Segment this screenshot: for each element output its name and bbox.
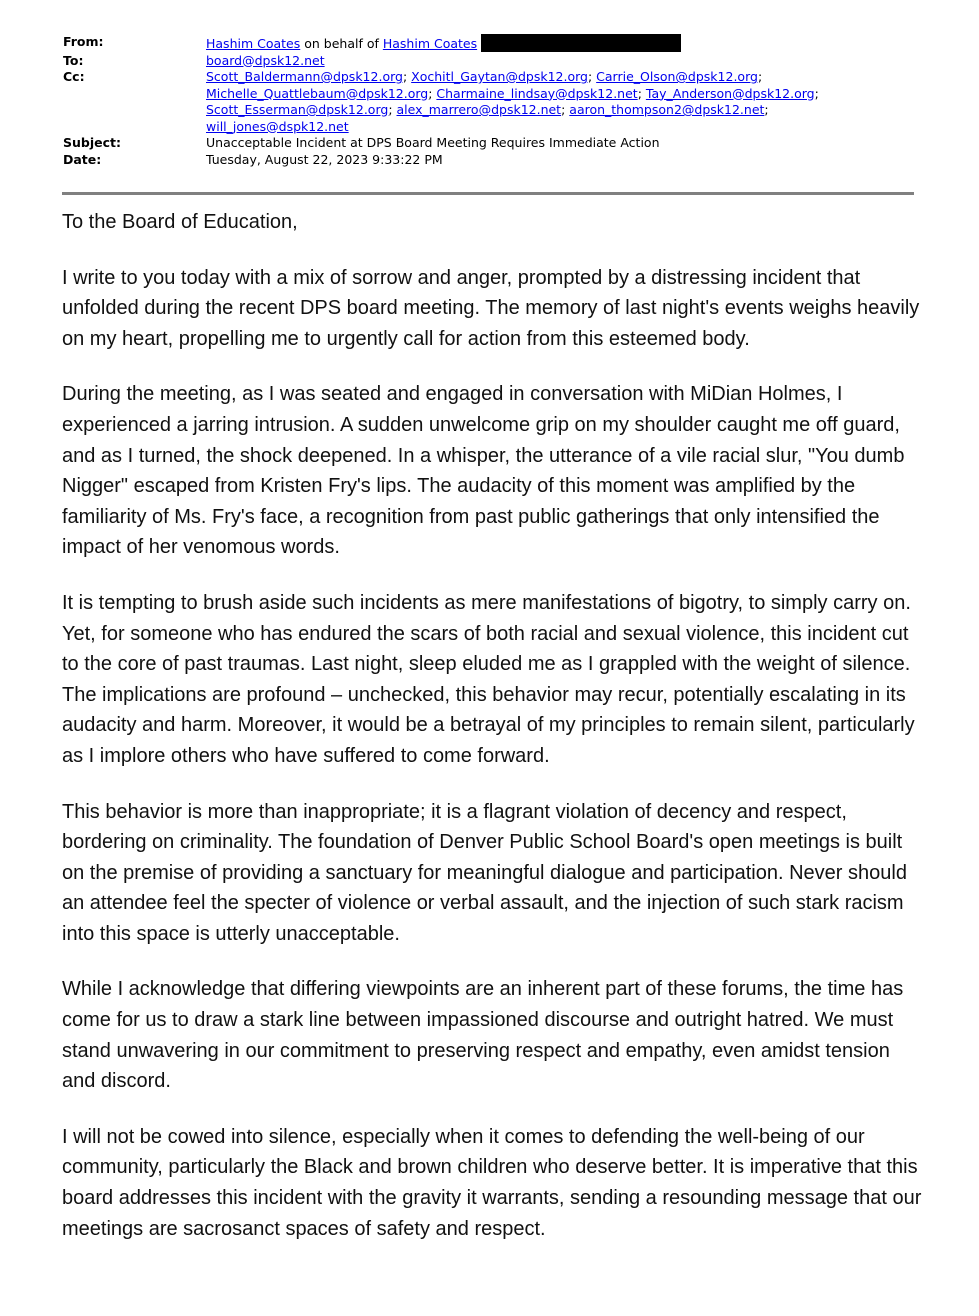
cc-label: Cc: bbox=[63, 69, 85, 84]
cc-row bbox=[63, 69, 915, 135]
body-paragraph: I will not be cowed into silence, especially when it comes to defending the well-being of our community, particularly the Black and brown children who deserve better. It is imperative that this board addresses this incident with the gravity it warrants, sending a resounding message that our meetings are sacrosanct spaces of safety and respect. bbox=[62, 1125, 922, 1240]
cc-link[interactable]: Xochitl_Gaytan@dpsk12.org bbox=[411, 69, 588, 84]
header-divider bbox=[62, 192, 914, 195]
cc-link[interactable]: Scott_Baldermann@dpsk12.org bbox=[206, 69, 403, 84]
cc-link[interactable]: Tay_Anderson@dpsk12.org bbox=[645, 85, 815, 101]
body-paragraph: This behavior is more than inappropriate; it is a flagrant violation of decency and respect, bordering on criminality. The foundation of Denver Public School Board's open meetings is built on the premise of providing a sanctuary for meaningful dialogue and participation. Never should an attendee feel the specter of violence or verbal assault, and the injection of such stark racism into this space is utterly unacceptable. bbox=[62, 800, 907, 945]
email-header bbox=[63, 34, 915, 168]
redaction-box bbox=[481, 34, 681, 52]
from-sender-link[interactable]: Hashim Coates bbox=[206, 36, 301, 51]
email-body bbox=[62, 207, 922, 1269]
to-link[interactable]: board@dpsk12.net bbox=[206, 52, 325, 68]
cc-link[interactable]: will_jones@dspk12.net bbox=[206, 118, 349, 134]
date-label: Date: bbox=[63, 151, 102, 167]
cc-link[interactable]: Charmaine_lindsay@dpsk12.net bbox=[436, 85, 638, 101]
from-label: From: bbox=[63, 34, 104, 49]
cc-link[interactable]: alex_marrero@dpsk12.net bbox=[396, 102, 562, 117]
body-paragraph: It is tempting to brush aside such incidents as mere manifestations of bigotry, to simply carry on. Yet, for someone who has endured the scars of both racial and sexual violence, this incident cut to the core of past traumas. Last night, sleep eluded me as I grappled with the weight of silence. The implications are profound – unchecked, this behavior may recur, potentially escalating in its audacity and harm. Moreover, it would be a betrayal of my principles to remain silent, particularly as I implore others who have suffered to come forward. bbox=[62, 591, 915, 767]
cc-link[interactable]: Scott_Esserman@dpsk12.org bbox=[206, 102, 389, 117]
date-row bbox=[63, 152, 915, 169]
body-paragraph: During the meeting, as I was seated and engaged in conversation with MiDian Holmes, I experienced a jarring intrusion. A sudden unwelcome grip on my shoulder caught me off guard, and as I turned, the shock deepened. In a whisper, the utterance of a vile racial slur, "You dumb Nigger" escaped from Kristen Fry's lips. The audacity of this moment was amplified by the familiarity of Ms. Fry's face, a recognition from past public gatherings that only intensified the impact of her venomous words. bbox=[62, 383, 905, 559]
subject-text: Unacceptable Incident at DPS Board Meeting Requires Immediate Action bbox=[206, 135, 660, 150]
from-behalf-link[interactable]: Hashim Coates bbox=[382, 36, 478, 51]
cc-link[interactable]: Carrie_Olson@dpsk12.org bbox=[596, 69, 758, 84]
subject-row bbox=[63, 135, 915, 152]
cc-link[interactable]: Michelle_Quattlebaum@dpsk12.org bbox=[206, 85, 429, 101]
body-paragraph: While I acknowledge that differing viewpoints are an inherent part of these forums, the time has come for us to draw a stark line between impassioned discourse and outright hatred. We must stand unwavering in our commitment to preserving respect and empathy, even amidst tension and discord. bbox=[62, 978, 904, 1093]
date-text: Tuesday, August 22, 2023 9:33:22 PM bbox=[206, 151, 443, 167]
from-row bbox=[63, 34, 915, 53]
cc-list: Scott_Baldermann@dpsk12.org; Xochitl_Gaytan@dpsk12.org; Carrie_Olson@dpsk12.org; Michelle_Quattlebaum@dpsk12.org; Charmaine_lindsay@dpsk12.net; Tay_Anderson@dpsk12.org; Scott_Esserman@dpsk12.org; alex_marrero@dpsk12.net; aaron_thompson2@dpsk12.net; will_jones@dspk12.net bbox=[206, 69, 819, 134]
body-paragraph: I write to you today with a mix of sorrow and anger, prompted by a distressing incident that unfolded during the recent DPS board meeting. The memory of last night's events weighs heavily on my heart, propelling me to urgently call for action from this esteemed body. bbox=[62, 266, 920, 350]
to-row bbox=[63, 53, 915, 70]
cc-link[interactable]: aaron_thompson2@dpsk12.net bbox=[569, 102, 765, 117]
subject-label: Subject: bbox=[63, 135, 121, 150]
from-behalf-text: on behalf of bbox=[300, 36, 383, 51]
to-label: To: bbox=[63, 52, 84, 68]
salutation: To the Board of Education, bbox=[62, 211, 298, 233]
